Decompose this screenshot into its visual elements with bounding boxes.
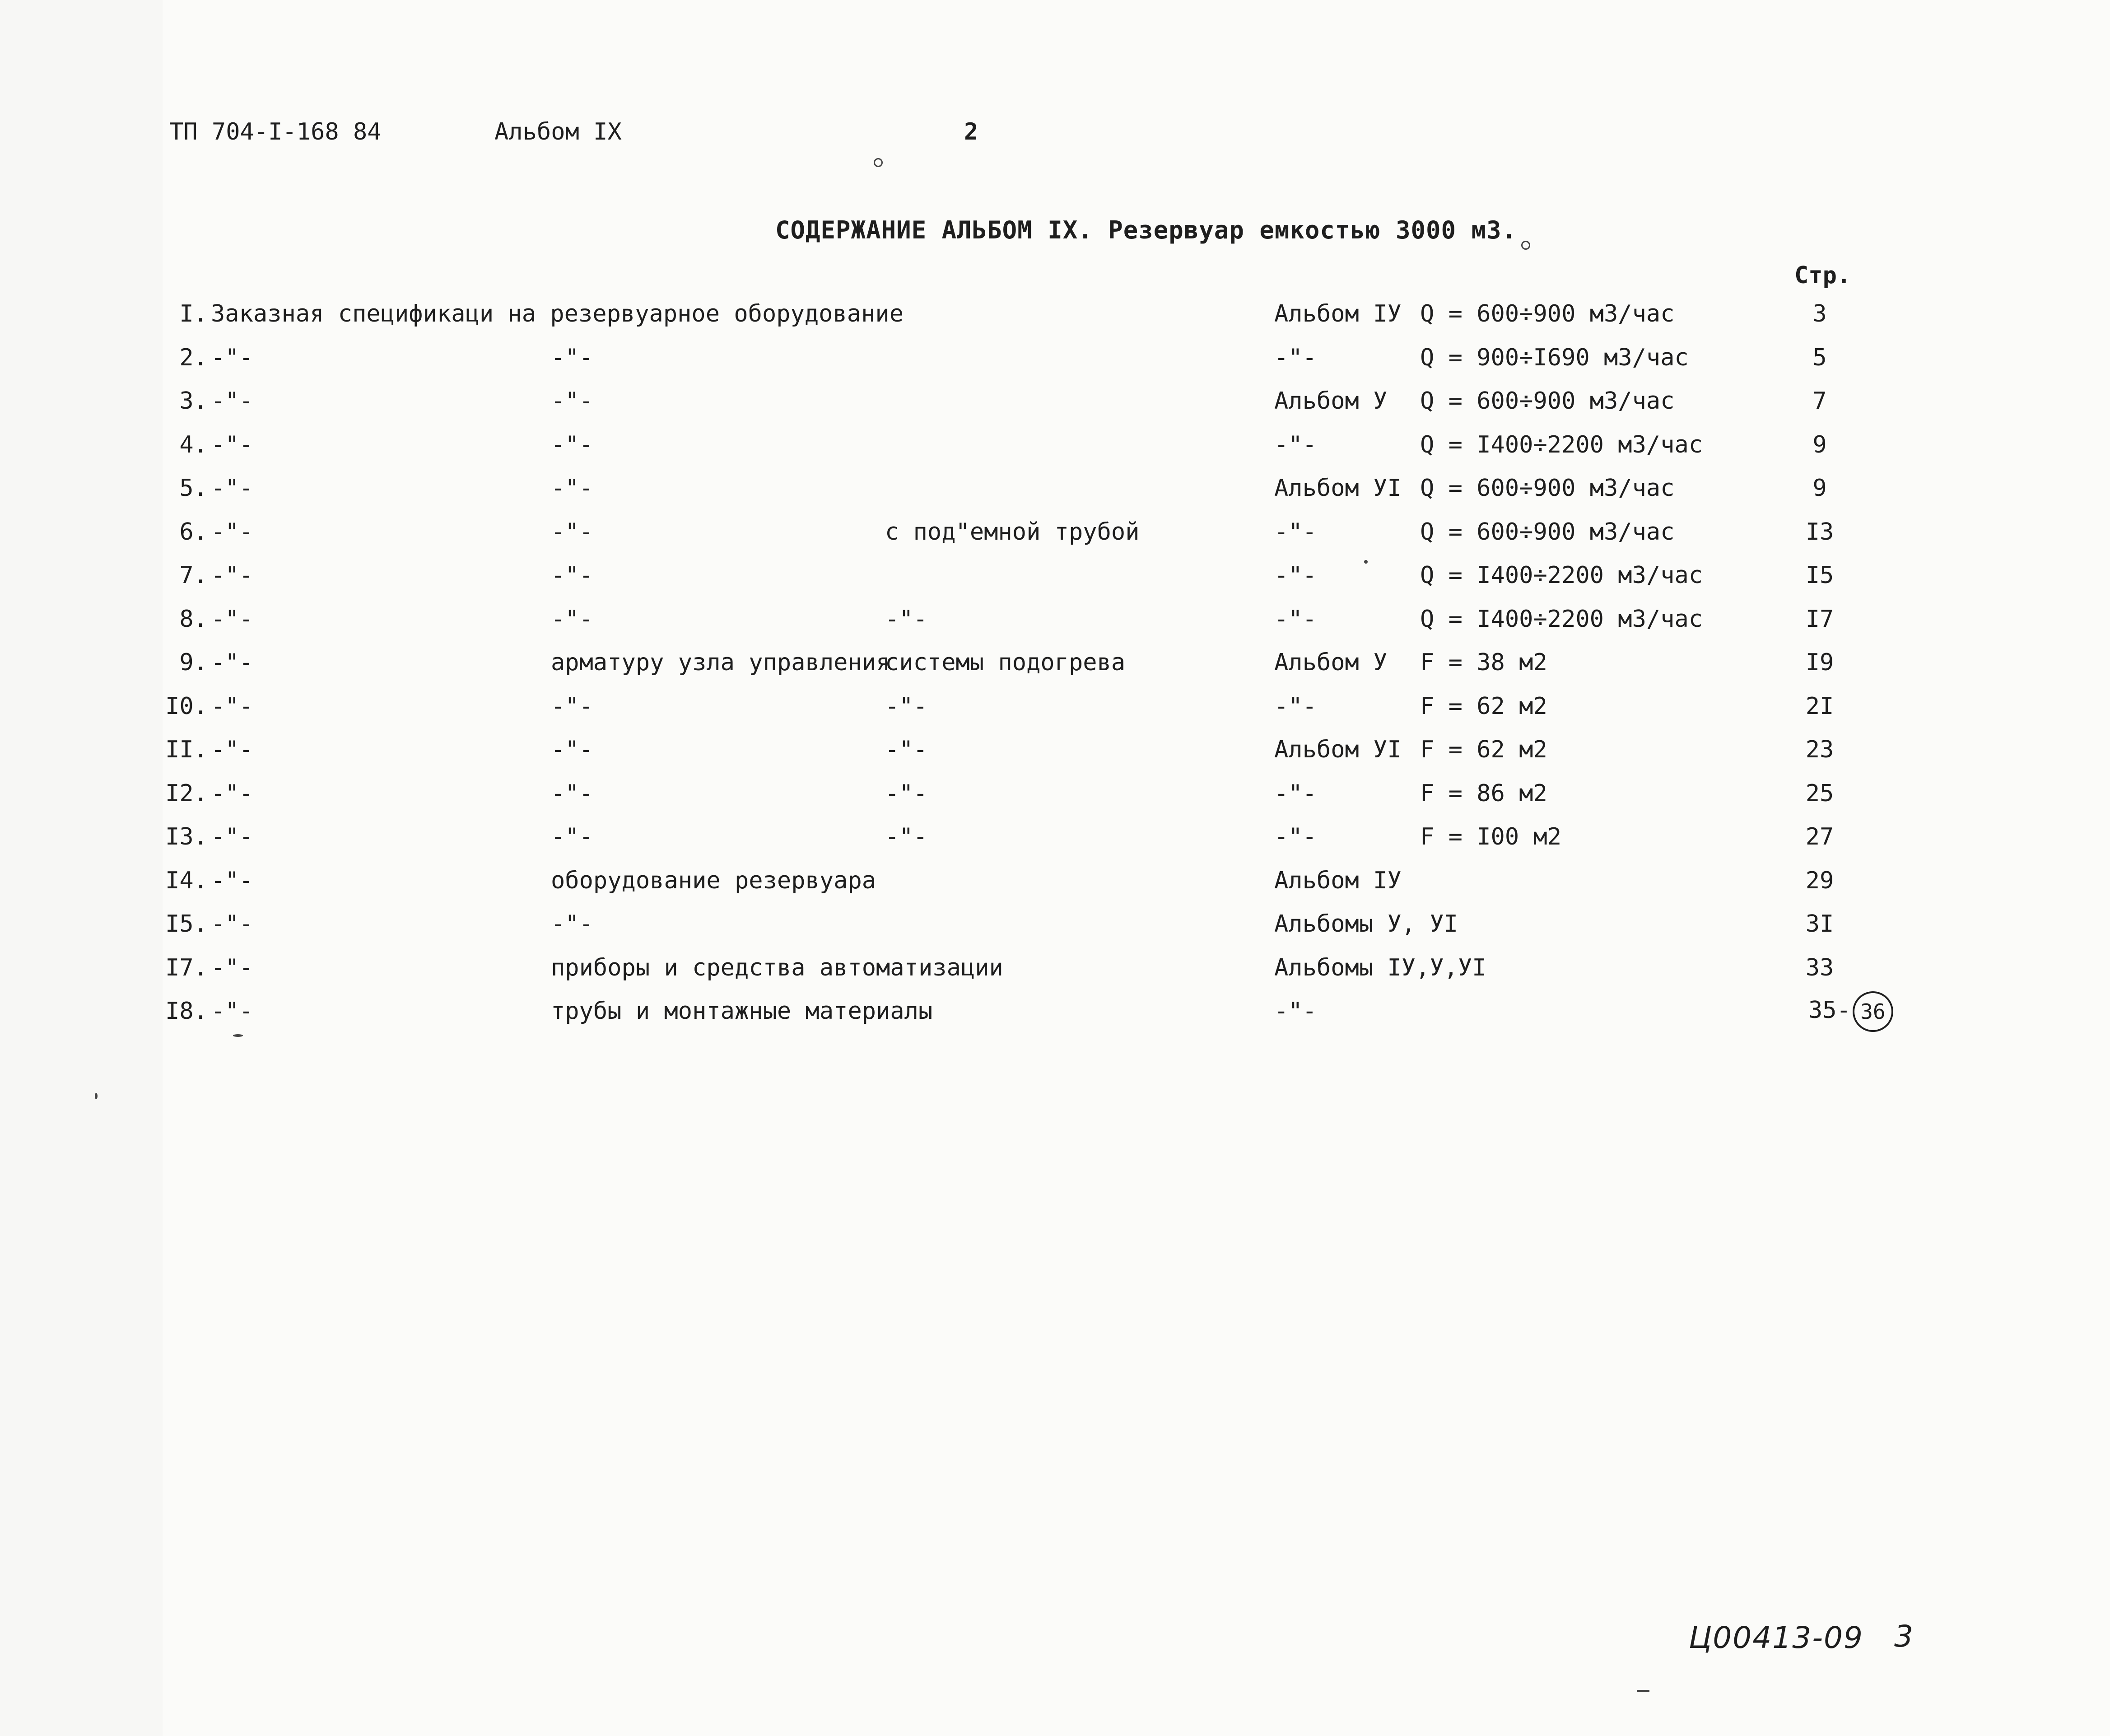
row-item: -"- — [211, 823, 253, 850]
row-item: -"- — [211, 736, 253, 763]
row-parameter: F = 62 м2 — [1420, 693, 1547, 720]
row-page: 27 — [1805, 823, 1834, 850]
scan-speck — [233, 1034, 243, 1037]
row-number: I8. — [165, 998, 208, 1025]
row-item: -"- — [211, 562, 253, 589]
row-subitem: -"- — [551, 693, 593, 720]
row-number: 6. — [179, 518, 208, 546]
page-number: 2 — [964, 118, 978, 145]
row-item: -"- — [211, 910, 253, 938]
scan-speck — [1364, 560, 1368, 564]
row-detail: с под"емной трубой — [885, 518, 1140, 546]
row-page: I7 — [1805, 606, 1834, 633]
table-row — [0, 954, 2110, 990]
row-album: -"- — [1274, 518, 1317, 546]
table-row — [0, 693, 2110, 729]
row-parameter: F = 38 м2 — [1420, 649, 1547, 676]
page-column-header: Стр. — [1794, 262, 1851, 289]
row-number: 5. — [179, 475, 208, 502]
row-item: -"- — [211, 998, 253, 1025]
row-detail: -"- — [885, 780, 927, 807]
row-album: -"- — [1274, 431, 1317, 458]
row-item: -"- — [211, 518, 253, 546]
row-album: -"- — [1274, 606, 1317, 633]
row-subitem: -"- — [551, 518, 593, 546]
row-number: 4. — [179, 431, 208, 458]
row-page: 29 — [1805, 867, 1834, 894]
row-item: Заказная спецификаци на резервуарное оборудование — [211, 300, 904, 327]
row-number: 7. — [179, 562, 208, 589]
row-parameter: Q = I400÷2200 м3/час — [1420, 431, 1703, 458]
scan-speck — [95, 1093, 98, 1099]
row-item: -"- — [211, 649, 253, 676]
row-item: -"- — [211, 954, 253, 981]
row-subitem: арматуру узла управления — [551, 649, 890, 676]
row-parameter: Q = I400÷2200 м3/час — [1420, 606, 1703, 633]
row-album: -"- — [1274, 693, 1317, 720]
table-row — [0, 867, 2110, 903]
row-subitem: приборы и средства автоматизации — [551, 954, 1003, 981]
scan-speck — [874, 158, 883, 167]
row-page: I9 — [1805, 649, 1834, 676]
row-number: 9. — [179, 649, 208, 676]
document-code: ТП 704-I-168 84 — [169, 118, 382, 145]
row-parameter: F = 86 м2 — [1420, 780, 1547, 807]
row-album: Альбом У — [1274, 649, 1388, 676]
row-number: I. — [179, 300, 208, 327]
row-detail: -"- — [885, 606, 927, 633]
row-item: -"- — [211, 693, 253, 720]
table-row — [0, 910, 2110, 947]
row-album: Альбом УI — [1274, 736, 1402, 763]
archive-stamp-sheet: 3 — [1894, 1619, 1913, 1654]
table-row — [0, 431, 2110, 467]
table-row — [0, 606, 2110, 642]
circled-page-number: 36 — [1853, 991, 1893, 1032]
row-subitem: оборудование резервуара — [551, 867, 876, 894]
row-album: Альбом IУ — [1274, 300, 1402, 327]
row-parameter: Q = 900÷I690 м3/час — [1420, 344, 1689, 371]
row-number: I0. — [165, 693, 208, 720]
row-album: Альбомы IУ,У,УI — [1274, 954, 1486, 981]
row-page: 9 — [1812, 431, 1827, 458]
row-item: -"- — [211, 387, 253, 415]
table-row — [0, 475, 2110, 511]
row-parameter: Q = I400÷2200 м3/час — [1420, 562, 1703, 589]
row-item: -"- — [211, 344, 253, 371]
row-parameter: Q = 600÷900 м3/час — [1420, 475, 1675, 502]
scan-speck — [1521, 241, 1530, 250]
table-row — [0, 823, 2110, 859]
row-item: -"- — [211, 475, 253, 502]
row-subitem: -"- — [551, 606, 593, 633]
row-page: 23 — [1805, 736, 1834, 763]
row-subitem: -"- — [551, 736, 593, 763]
row-parameter: Q = 600÷900 м3/час — [1420, 387, 1675, 415]
row-page: 9 — [1812, 475, 1827, 502]
row-item: -"- — [211, 431, 253, 458]
row-album: -"- — [1274, 344, 1317, 371]
row-parameter: Q = 600÷900 м3/час — [1420, 518, 1675, 546]
row-subitem: -"- — [551, 780, 593, 807]
row-page: 2I — [1805, 693, 1834, 720]
row-page: 5 — [1812, 344, 1827, 371]
row-album: -"- — [1274, 562, 1317, 589]
row-page: 7 — [1812, 387, 1827, 415]
row-album: Альбом IУ — [1274, 867, 1402, 894]
row-number: I3. — [165, 823, 208, 850]
row-subitem: -"- — [551, 823, 593, 850]
row-page: 3I — [1805, 910, 1834, 938]
row-album: Альбомы У, УI — [1274, 910, 1458, 938]
row-subitem: -"- — [551, 387, 593, 415]
row-subitem: -"- — [551, 910, 593, 938]
table-row — [0, 518, 2110, 555]
row-album: -"- — [1274, 998, 1317, 1025]
row-number: I7. — [165, 954, 208, 981]
row-subitem: -"- — [551, 344, 593, 371]
row-parameter: Q = 600÷900 м3/час — [1420, 300, 1675, 327]
row-item: -"- — [211, 606, 253, 633]
row-album: Альбом У — [1274, 387, 1388, 415]
table-row — [0, 649, 2110, 685]
table-row — [0, 998, 2110, 1034]
row-page: I3 — [1805, 518, 1834, 546]
row-number: II. — [165, 736, 208, 763]
page-title: СОДЕРЖАНИЕ АЛЬБОМ IX. Резервуар емкостью 3000 м3. — [775, 216, 1517, 244]
row-detail: -"- — [885, 736, 927, 763]
album-label: Альбом IX — [494, 118, 622, 145]
row-detail: -"- — [885, 693, 927, 720]
table-row — [0, 562, 2110, 598]
row-subitem: -"- — [551, 475, 593, 502]
row-parameter: F = I00 м2 — [1420, 823, 1562, 850]
row-album: Альбом УI — [1274, 475, 1402, 502]
row-page: I5 — [1805, 562, 1834, 589]
table-row — [0, 344, 2110, 380]
row-subitem: -"- — [551, 431, 593, 458]
row-subitem: -"- — [551, 562, 593, 589]
row-detail: системы подогрева — [885, 649, 1126, 676]
table-row — [0, 387, 2110, 424]
row-number: 2. — [179, 344, 208, 371]
table-row — [0, 780, 2110, 816]
row-number: 3. — [179, 387, 208, 415]
row-album: -"- — [1274, 780, 1317, 807]
row-page: 33 — [1805, 954, 1834, 981]
row-item: -"- — [211, 867, 253, 894]
row-detail: -"- — [885, 823, 927, 850]
table-row — [0, 300, 2110, 336]
row-subitem: трубы и монтажные материалы — [551, 998, 933, 1025]
row-page: 25 — [1805, 780, 1834, 807]
row-parameter: F = 62 м2 — [1420, 736, 1547, 763]
row-item: -"- — [211, 780, 253, 807]
archive-stamp-code: Ц00413-09 — [1689, 1620, 1863, 1655]
row-number: 8. — [179, 606, 208, 633]
table-row — [0, 736, 2110, 772]
row-page: 3 — [1812, 300, 1827, 327]
row-number: I4. — [165, 867, 208, 894]
row-number: I2. — [165, 780, 208, 807]
row-page-range — [1808, 991, 1953, 1032]
scan-speck — [1637, 1690, 1649, 1692]
row-number: I5. — [165, 910, 208, 938]
row-page: 35- — [1808, 997, 1851, 1024]
row-album: -"- — [1274, 823, 1317, 850]
